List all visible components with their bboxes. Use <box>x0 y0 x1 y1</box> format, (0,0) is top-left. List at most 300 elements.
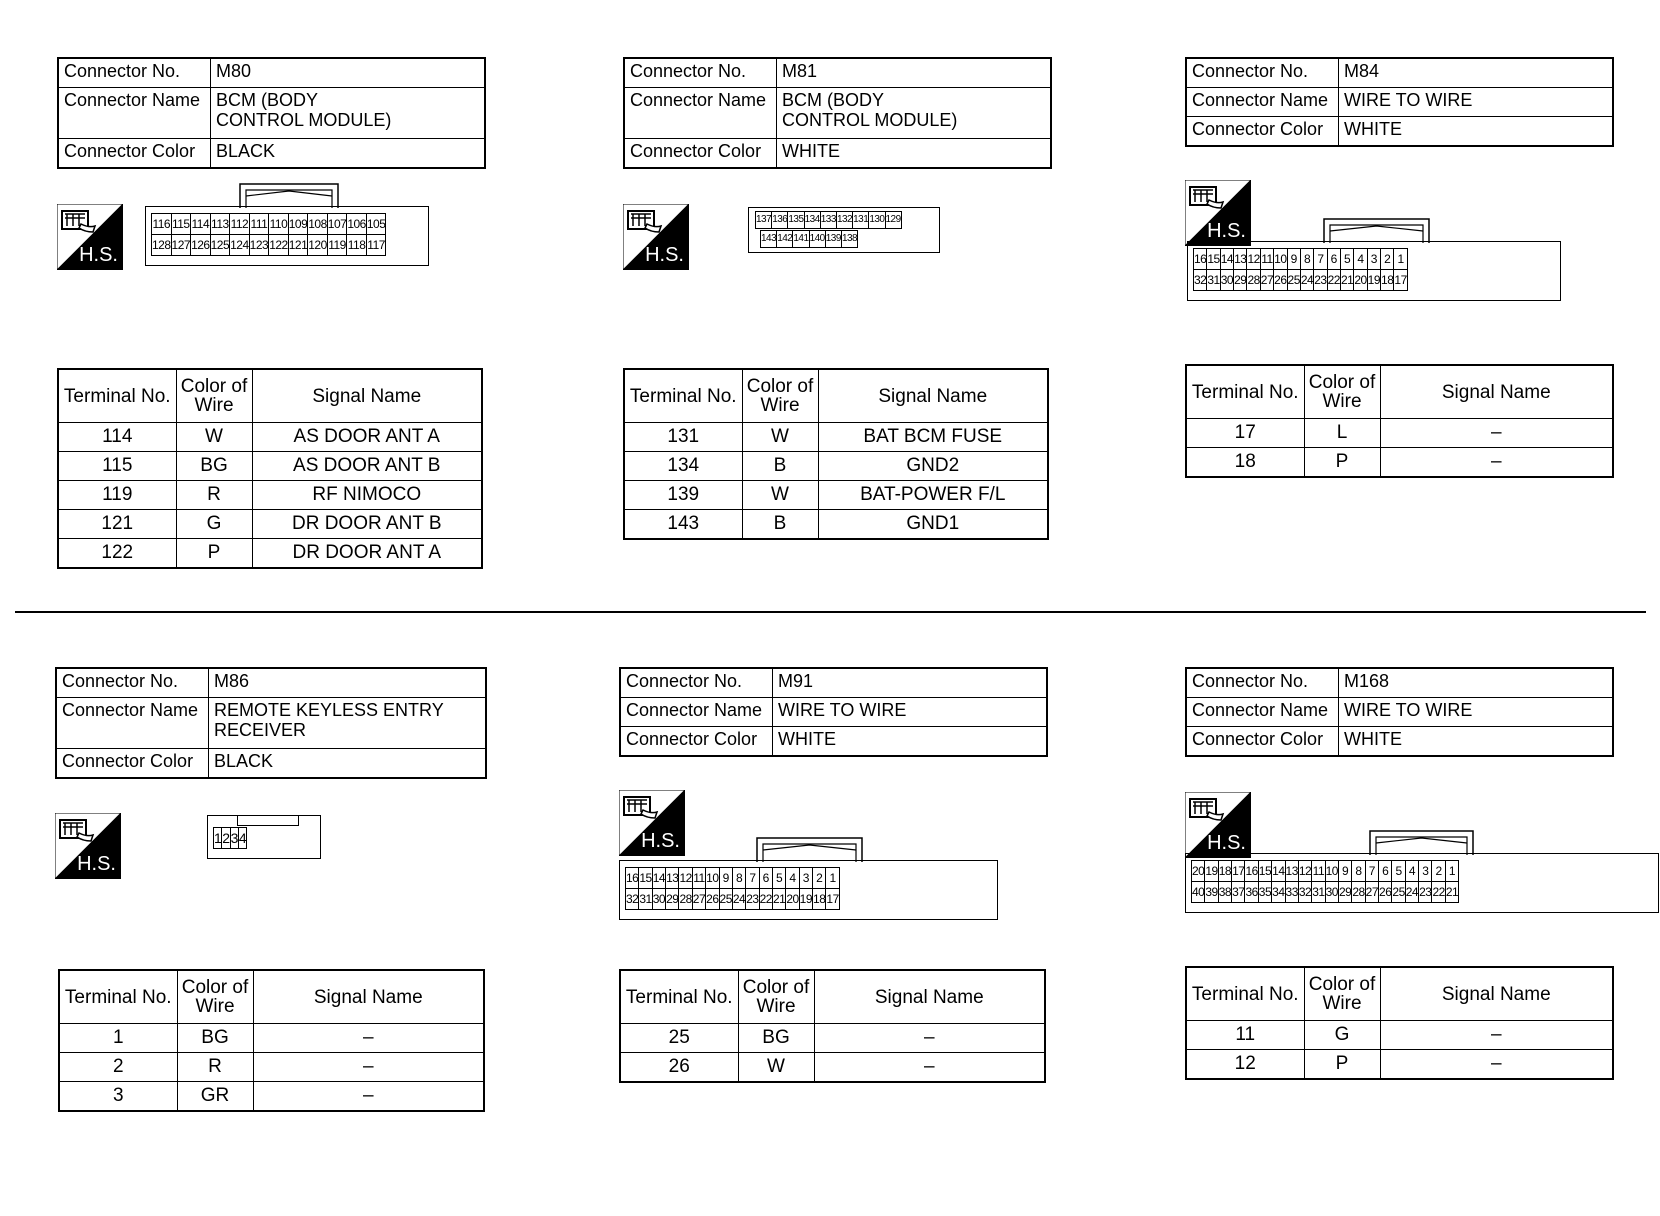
pin-cell: 5 <box>1392 861 1405 882</box>
connector-no-value: M91 <box>773 668 1048 698</box>
pin-cell: 27 <box>1260 270 1273 291</box>
table-row <box>58 423 482 452</box>
connector-name-value: WIRE TO WIRE <box>1339 698 1614 727</box>
connector-color-value: WHITE <box>1339 117 1614 147</box>
signal-name-cell: – <box>1380 448 1613 478</box>
pin-cell: 12 <box>679 868 692 889</box>
pin-cell: 7 <box>746 868 759 889</box>
table-row <box>59 1024 484 1053</box>
signal-name-cell: AS DOOR ANT B <box>252 452 482 481</box>
connector-no-value: M168 <box>1339 668 1614 698</box>
pin-cell: 116 <box>152 214 172 235</box>
terminal-table <box>57 368 483 569</box>
harness-side-icon <box>57 204 123 270</box>
pin-cell: 17 <box>1232 861 1245 882</box>
pin-cell: 31 <box>1312 882 1325 903</box>
pin-cell: 3 <box>230 828 238 849</box>
header-signal-name: Signal Name <box>814 970 1045 1024</box>
signal-name-cell: GND1 <box>818 510 1048 540</box>
pin-grid <box>1193 248 1408 291</box>
pin-cell: 137 <box>756 212 772 229</box>
pin-cell: 20 <box>786 889 799 910</box>
pin-cell: 15 <box>639 868 652 889</box>
table-row <box>624 423 1048 452</box>
pin-cell: 26 <box>1274 270 1287 291</box>
terminal-no-cell: 122 <box>58 539 176 569</box>
pin-cell: 38 <box>1218 882 1231 903</box>
harness-side-icon <box>1185 180 1251 246</box>
terminal-no-cell: 2 <box>59 1053 177 1082</box>
table-row <box>1186 448 1613 478</box>
pin-cell: 32 <box>1194 270 1207 291</box>
pin-cell: 5 <box>1340 249 1353 270</box>
pin-cell: 108 <box>308 214 328 235</box>
wire-color-cell: R <box>177 1053 253 1082</box>
header-signal-name: Signal Name <box>1380 967 1613 1021</box>
pin-cell: 25 <box>1287 270 1300 291</box>
pin-cell: 26 <box>706 889 719 910</box>
pin-cell: 11 <box>1260 249 1273 270</box>
connector-info-table <box>1185 57 1614 147</box>
connector-name-label: Connector Name <box>620 698 773 727</box>
wire-color-cell: P <box>1304 448 1380 478</box>
connector-info-table <box>623 57 1052 169</box>
header-terminal-no: Terminal No. <box>1186 967 1304 1021</box>
signal-name-cell: AS DOOR ANT A <box>252 423 482 452</box>
terminal-table-header <box>624 369 1048 423</box>
pin-cell: 5 <box>772 868 785 889</box>
pin-cell: 6 <box>1379 861 1392 882</box>
header-signal-name: Signal Name <box>818 369 1048 423</box>
pin-cell: 129 <box>885 212 901 229</box>
pin-cell: 7 <box>1365 861 1378 882</box>
pin-cell: 13 <box>666 868 679 889</box>
pin-cell: 14 <box>1220 249 1233 270</box>
pin-cell: 106 <box>347 214 367 235</box>
pin-cell: 110 <box>269 214 289 235</box>
pin-cell: 15 <box>1258 861 1271 882</box>
terminal-table-header <box>59 970 484 1024</box>
pin-cell: 120 <box>308 235 328 256</box>
wire-color-cell: G <box>1304 1021 1380 1050</box>
pin-cell: 12 <box>1298 861 1311 882</box>
table-row <box>58 510 482 539</box>
pin-cell: 22 <box>1432 882 1445 903</box>
table-row <box>620 1053 1045 1083</box>
pin-cell: 121 <box>288 235 308 256</box>
pin-cell: 13 <box>1285 861 1298 882</box>
terminal-no-cell: 134 <box>624 452 742 481</box>
terminal-no-cell: 115 <box>58 452 176 481</box>
terminal-no-cell: 26 <box>620 1053 738 1083</box>
connector-color-label: Connector Color <box>56 749 209 779</box>
pin-cell: 31 <box>1207 270 1220 291</box>
pin-cell: 24 <box>1405 882 1418 903</box>
pin-cell: 111 <box>249 214 269 235</box>
pin-cell: 124 <box>230 235 250 256</box>
pin-cell: 136 <box>772 212 788 229</box>
pin-cell: 112 <box>230 214 250 235</box>
wire-color-cell: L <box>1304 419 1380 448</box>
wire-color-cell: P <box>1304 1050 1380 1080</box>
signal-name-cell: DR DOOR ANT B <box>252 510 482 539</box>
pin-cell: 10 <box>706 868 719 889</box>
table-row <box>620 1024 1045 1053</box>
terminal-no-cell: 11 <box>1186 1021 1304 1050</box>
pin-cell: 138 <box>841 231 857 248</box>
pin-cell: 19 <box>1367 270 1380 291</box>
connector-name-label: Connector Name <box>58 88 211 139</box>
pin-cell: 6 <box>759 868 772 889</box>
pin-cell: 114 <box>191 214 211 235</box>
pin-cell: 28 <box>679 889 692 910</box>
pin-cell: 27 <box>692 889 705 910</box>
pin-cell: 117 <box>366 235 386 256</box>
wire-color-cell: W <box>738 1053 814 1083</box>
terminal-table <box>58 969 485 1112</box>
pin-cell: 20 <box>1354 270 1367 291</box>
pin-cell: 2 <box>1381 249 1394 270</box>
pin-cell: 28 <box>1352 882 1365 903</box>
pin-cell: 27 <box>1365 882 1378 903</box>
connector-name-value: WIRE TO WIRE <box>773 698 1048 727</box>
connector-no-label: Connector No. <box>1186 668 1339 698</box>
wire-color-cell: W <box>742 423 818 452</box>
pin-cell: 2 <box>1432 861 1445 882</box>
table-row <box>58 452 482 481</box>
connector-color-value: WHITE <box>773 727 1048 757</box>
pin-cell: 34 <box>1272 882 1285 903</box>
pin-cell: 18 <box>813 889 826 910</box>
wire-color-cell: P <box>176 539 252 569</box>
terminal-no-cell: 12 <box>1186 1050 1304 1080</box>
table-row <box>624 481 1048 510</box>
pin-cell: 22 <box>1327 270 1340 291</box>
harness-side-icon <box>1185 792 1251 858</box>
connector-no-value: M81 <box>777 58 1052 88</box>
terminal-no-cell: 121 <box>58 510 176 539</box>
pin-cell: 30 <box>652 889 665 910</box>
pin-cell: 3 <box>799 868 812 889</box>
connector-color-label: Connector Color <box>624 139 777 169</box>
pin-cell: 32 <box>626 889 639 910</box>
pin-cell: 37 <box>1232 882 1245 903</box>
pin-cell: 3 <box>1419 861 1432 882</box>
header-terminal-no: Terminal No. <box>624 369 742 423</box>
pin-cell: 35 <box>1258 882 1271 903</box>
pin-cell: 24 <box>1300 270 1313 291</box>
connector-lock-tab <box>237 815 299 826</box>
pin-cell: 122 <box>269 235 289 256</box>
connector-lock-tab <box>1368 829 1475 855</box>
pin-cell: 4 <box>238 828 246 849</box>
wire-color-cell: W <box>742 481 818 510</box>
pin-cell: 131 <box>853 212 869 229</box>
pin-cell: 13 <box>1234 249 1247 270</box>
pin-grid-bottom <box>760 230 858 248</box>
pin-cell: 19 <box>799 889 812 910</box>
section-divider <box>15 611 1646 613</box>
pin-cell: 15 <box>1207 249 1220 270</box>
pin-cell: 17 <box>1394 270 1407 291</box>
pin-cell: 130 <box>869 212 885 229</box>
terminal-no-cell: 1 <box>59 1024 177 1053</box>
signal-name-cell: BAT-POWER F/L <box>818 481 1048 510</box>
wire-color-cell: GR <box>177 1082 253 1112</box>
signal-name-cell: – <box>1380 419 1613 448</box>
pin-grid <box>151 213 386 256</box>
terminal-no-cell: 131 <box>624 423 742 452</box>
pin-cell: 29 <box>666 889 679 910</box>
connector-name-label: Connector Name <box>56 698 209 749</box>
connector-no-label: Connector No. <box>624 58 777 88</box>
signal-name-cell: – <box>253 1053 484 1082</box>
pin-cell: 134 <box>804 212 820 229</box>
pin-cell: 14 <box>652 868 665 889</box>
pin-cell: 128 <box>152 235 172 256</box>
hs-label: H.S. <box>1207 832 1246 854</box>
pin-cell: 4 <box>1405 861 1418 882</box>
wire-color-cell: R <box>176 481 252 510</box>
header-color-of-wire: Color of Wire <box>1304 967 1380 1021</box>
header-color-of-wire: Color of Wire <box>738 970 814 1024</box>
pin-grid <box>213 827 247 849</box>
pin-grid <box>625 867 840 910</box>
signal-name-cell: GND2 <box>818 452 1048 481</box>
pin-cell: 7 <box>1314 249 1327 270</box>
terminal-no-cell: 25 <box>620 1024 738 1053</box>
pin-cell: 22 <box>759 889 772 910</box>
connector-name-label: Connector Name <box>1186 698 1339 727</box>
pin-cell: 118 <box>347 235 367 256</box>
pin-cell: 23 <box>1419 882 1432 903</box>
harness-side-icon <box>623 204 689 270</box>
connector-info-table <box>1185 667 1614 757</box>
pin-cell: 23 <box>746 889 759 910</box>
pin-cell: 28 <box>1247 270 1260 291</box>
pin-cell: 141 <box>793 231 809 248</box>
pin-grid <box>1191 860 1459 903</box>
hs-label: H.S. <box>79 244 118 266</box>
terminal-no-cell: 143 <box>624 510 742 540</box>
harness-side-icon <box>55 813 121 879</box>
hs-label: H.S. <box>645 244 684 266</box>
pin-cell: 30 <box>1220 270 1233 291</box>
table-row <box>58 539 482 569</box>
pin-cell: 40 <box>1192 882 1205 903</box>
pin-cell: 8 <box>1300 249 1313 270</box>
pin-cell: 9 <box>1287 249 1300 270</box>
pin-cell: 32 <box>1298 882 1311 903</box>
pin-cell: 142 <box>777 231 793 248</box>
pin-cell: 33 <box>1285 882 1298 903</box>
table-row <box>1186 419 1613 448</box>
pin-cell: 11 <box>692 868 705 889</box>
wire-color-cell: W <box>176 423 252 452</box>
pin-cell: 31 <box>639 889 652 910</box>
signal-name-cell: DR DOOR ANT A <box>252 539 482 569</box>
connector-no-label: Connector No. <box>58 58 211 88</box>
table-row <box>1186 1050 1613 1080</box>
pin-cell: 18 <box>1381 270 1394 291</box>
connector-lock-tab <box>238 182 340 208</box>
connector-name-value: REMOTE KEYLESS ENTRY RECEIVER <box>209 698 487 749</box>
table-row <box>1186 1021 1613 1050</box>
wire-color-cell: BG <box>176 452 252 481</box>
pin-cell: 25 <box>1392 882 1405 903</box>
pin-cell: 21 <box>772 889 785 910</box>
hs-label: H.S. <box>1207 220 1246 242</box>
connector-name-label: Connector Name <box>624 88 777 139</box>
terminal-table-header <box>58 369 482 423</box>
pin-cell: 16 <box>1194 249 1207 270</box>
pin-cell: 36 <box>1245 882 1258 903</box>
terminal-table <box>1185 364 1614 478</box>
signal-name-cell: – <box>1380 1021 1613 1050</box>
pin-cell: 12 <box>1247 249 1260 270</box>
terminal-no-cell: 114 <box>58 423 176 452</box>
connector-info-table <box>57 57 486 169</box>
pin-cell: 1 <box>1445 861 1458 882</box>
wire-color-cell: B <box>742 510 818 540</box>
pin-cell: 126 <box>191 235 211 256</box>
table-row <box>58 481 482 510</box>
pin-cell: 39 <box>1205 882 1218 903</box>
signal-name-cell: RF NIMOCO <box>252 481 482 510</box>
pin-cell: 23 <box>1314 270 1327 291</box>
terminal-no-cell: 139 <box>624 481 742 510</box>
pin-cell: 107 <box>327 214 347 235</box>
pin-cell: 4 <box>786 868 799 889</box>
pin-cell: 105 <box>366 214 386 235</box>
pin-cell: 29 <box>1234 270 1247 291</box>
pin-cell: 135 <box>788 212 804 229</box>
pin-cell: 11 <box>1312 861 1325 882</box>
connector-color-label: Connector Color <box>1186 117 1339 147</box>
header-signal-name: Signal Name <box>252 369 482 423</box>
pin-cell: 140 <box>809 231 825 248</box>
table-row <box>624 510 1048 540</box>
pin-cell: 8 <box>732 868 745 889</box>
pin-cell: 113 <box>210 214 230 235</box>
pin-cell: 119 <box>327 235 347 256</box>
pin-cell: 14 <box>1272 861 1285 882</box>
pin-cell: 20 <box>1192 861 1205 882</box>
connector-info-table <box>619 667 1048 757</box>
header-color-of-wire: Color of Wire <box>742 369 818 423</box>
pin-cell: 9 <box>719 868 732 889</box>
table-row <box>59 1053 484 1082</box>
pin-cell: 21 <box>1445 882 1458 903</box>
pin-cell: 133 <box>820 212 836 229</box>
header-color-of-wire: Color of Wire <box>1304 365 1380 419</box>
pin-cell: 109 <box>288 214 308 235</box>
connector-name-value: BCM (BODY CONTROL MODULE) <box>777 88 1052 139</box>
pin-cell: 21 <box>1340 270 1353 291</box>
connector-info-table <box>55 667 487 779</box>
table-row <box>59 1082 484 1112</box>
pin-cell: 16 <box>626 868 639 889</box>
pin-cell: 10 <box>1325 861 1338 882</box>
pin-cell: 1 <box>214 828 222 849</box>
header-signal-name: Signal Name <box>1380 365 1613 419</box>
connector-color-value: WHITE <box>777 139 1052 169</box>
connector-color-label: Connector Color <box>58 139 211 169</box>
signal-name-cell: BAT BCM FUSE <box>818 423 1048 452</box>
harness-side-icon <box>619 790 685 856</box>
connector-no-value: M86 <box>209 668 487 698</box>
pin-cell: 6 <box>1327 249 1340 270</box>
pin-cell: 24 <box>732 889 745 910</box>
pin-cell: 143 <box>761 231 777 248</box>
pin-cell: 4 <box>1354 249 1367 270</box>
header-terminal-no: Terminal No. <box>620 970 738 1024</box>
pin-cell: 10 <box>1274 249 1287 270</box>
pin-cell: 1 <box>1394 249 1407 270</box>
connector-name-value: WIRE TO WIRE <box>1339 88 1614 117</box>
connector-no-label: Connector No. <box>1186 58 1339 88</box>
pin-cell: 3 <box>1367 249 1380 270</box>
connector-name-value: BCM (BODY CONTROL MODULE) <box>211 88 486 139</box>
header-terminal-no: Terminal No. <box>59 970 177 1024</box>
wire-color-cell: BG <box>738 1024 814 1053</box>
hs-label: H.S. <box>77 853 116 875</box>
pin-cell: 9 <box>1338 861 1351 882</box>
pin-cell: 26 <box>1379 882 1392 903</box>
pin-cell: 2 <box>222 828 230 849</box>
pin-cell: 16 <box>1245 861 1258 882</box>
connector-color-label: Connector Color <box>620 727 773 757</box>
header-signal-name: Signal Name <box>253 970 484 1024</box>
connector-lock-tab <box>1322 217 1431 243</box>
signal-name-cell: – <box>814 1024 1045 1053</box>
connector-no-value: M80 <box>211 58 486 88</box>
pin-cell: 2 <box>813 868 826 889</box>
pin-cell: 123 <box>249 235 269 256</box>
header-color-of-wire: Color of Wire <box>176 369 252 423</box>
pin-cell: 115 <box>171 214 191 235</box>
wire-color-cell: G <box>176 510 252 539</box>
connector-no-label: Connector No. <box>620 668 773 698</box>
wire-color-cell: BG <box>177 1024 253 1053</box>
connector-no-value: M84 <box>1339 58 1614 88</box>
header-terminal-no: Terminal No. <box>58 369 176 423</box>
table-row <box>624 452 1048 481</box>
signal-name-cell: – <box>253 1082 484 1112</box>
connector-lock-tab <box>755 836 864 862</box>
header-terminal-no: Terminal No. <box>1186 365 1304 419</box>
connector-color-value: WHITE <box>1339 727 1614 757</box>
wire-color-cell: B <box>742 452 818 481</box>
terminal-table <box>619 969 1046 1083</box>
terminal-no-cell: 18 <box>1186 448 1304 478</box>
terminal-table-header <box>620 970 1045 1024</box>
connector-color-value: BLACK <box>209 749 487 779</box>
terminal-table-header <box>1186 365 1613 419</box>
pin-cell: 1 <box>826 868 839 889</box>
terminal-table <box>623 368 1049 540</box>
pin-cell: 125 <box>210 235 230 256</box>
pin-cell: 17 <box>826 889 839 910</box>
terminal-table <box>1185 966 1614 1080</box>
connector-no-label: Connector No. <box>56 668 209 698</box>
pin-cell: 19 <box>1205 861 1218 882</box>
terminal-no-cell: 119 <box>58 481 176 510</box>
pin-cell: 139 <box>825 231 841 248</box>
pin-cell: 127 <box>171 235 191 256</box>
terminal-no-cell: 17 <box>1186 419 1304 448</box>
signal-name-cell: – <box>814 1053 1045 1083</box>
